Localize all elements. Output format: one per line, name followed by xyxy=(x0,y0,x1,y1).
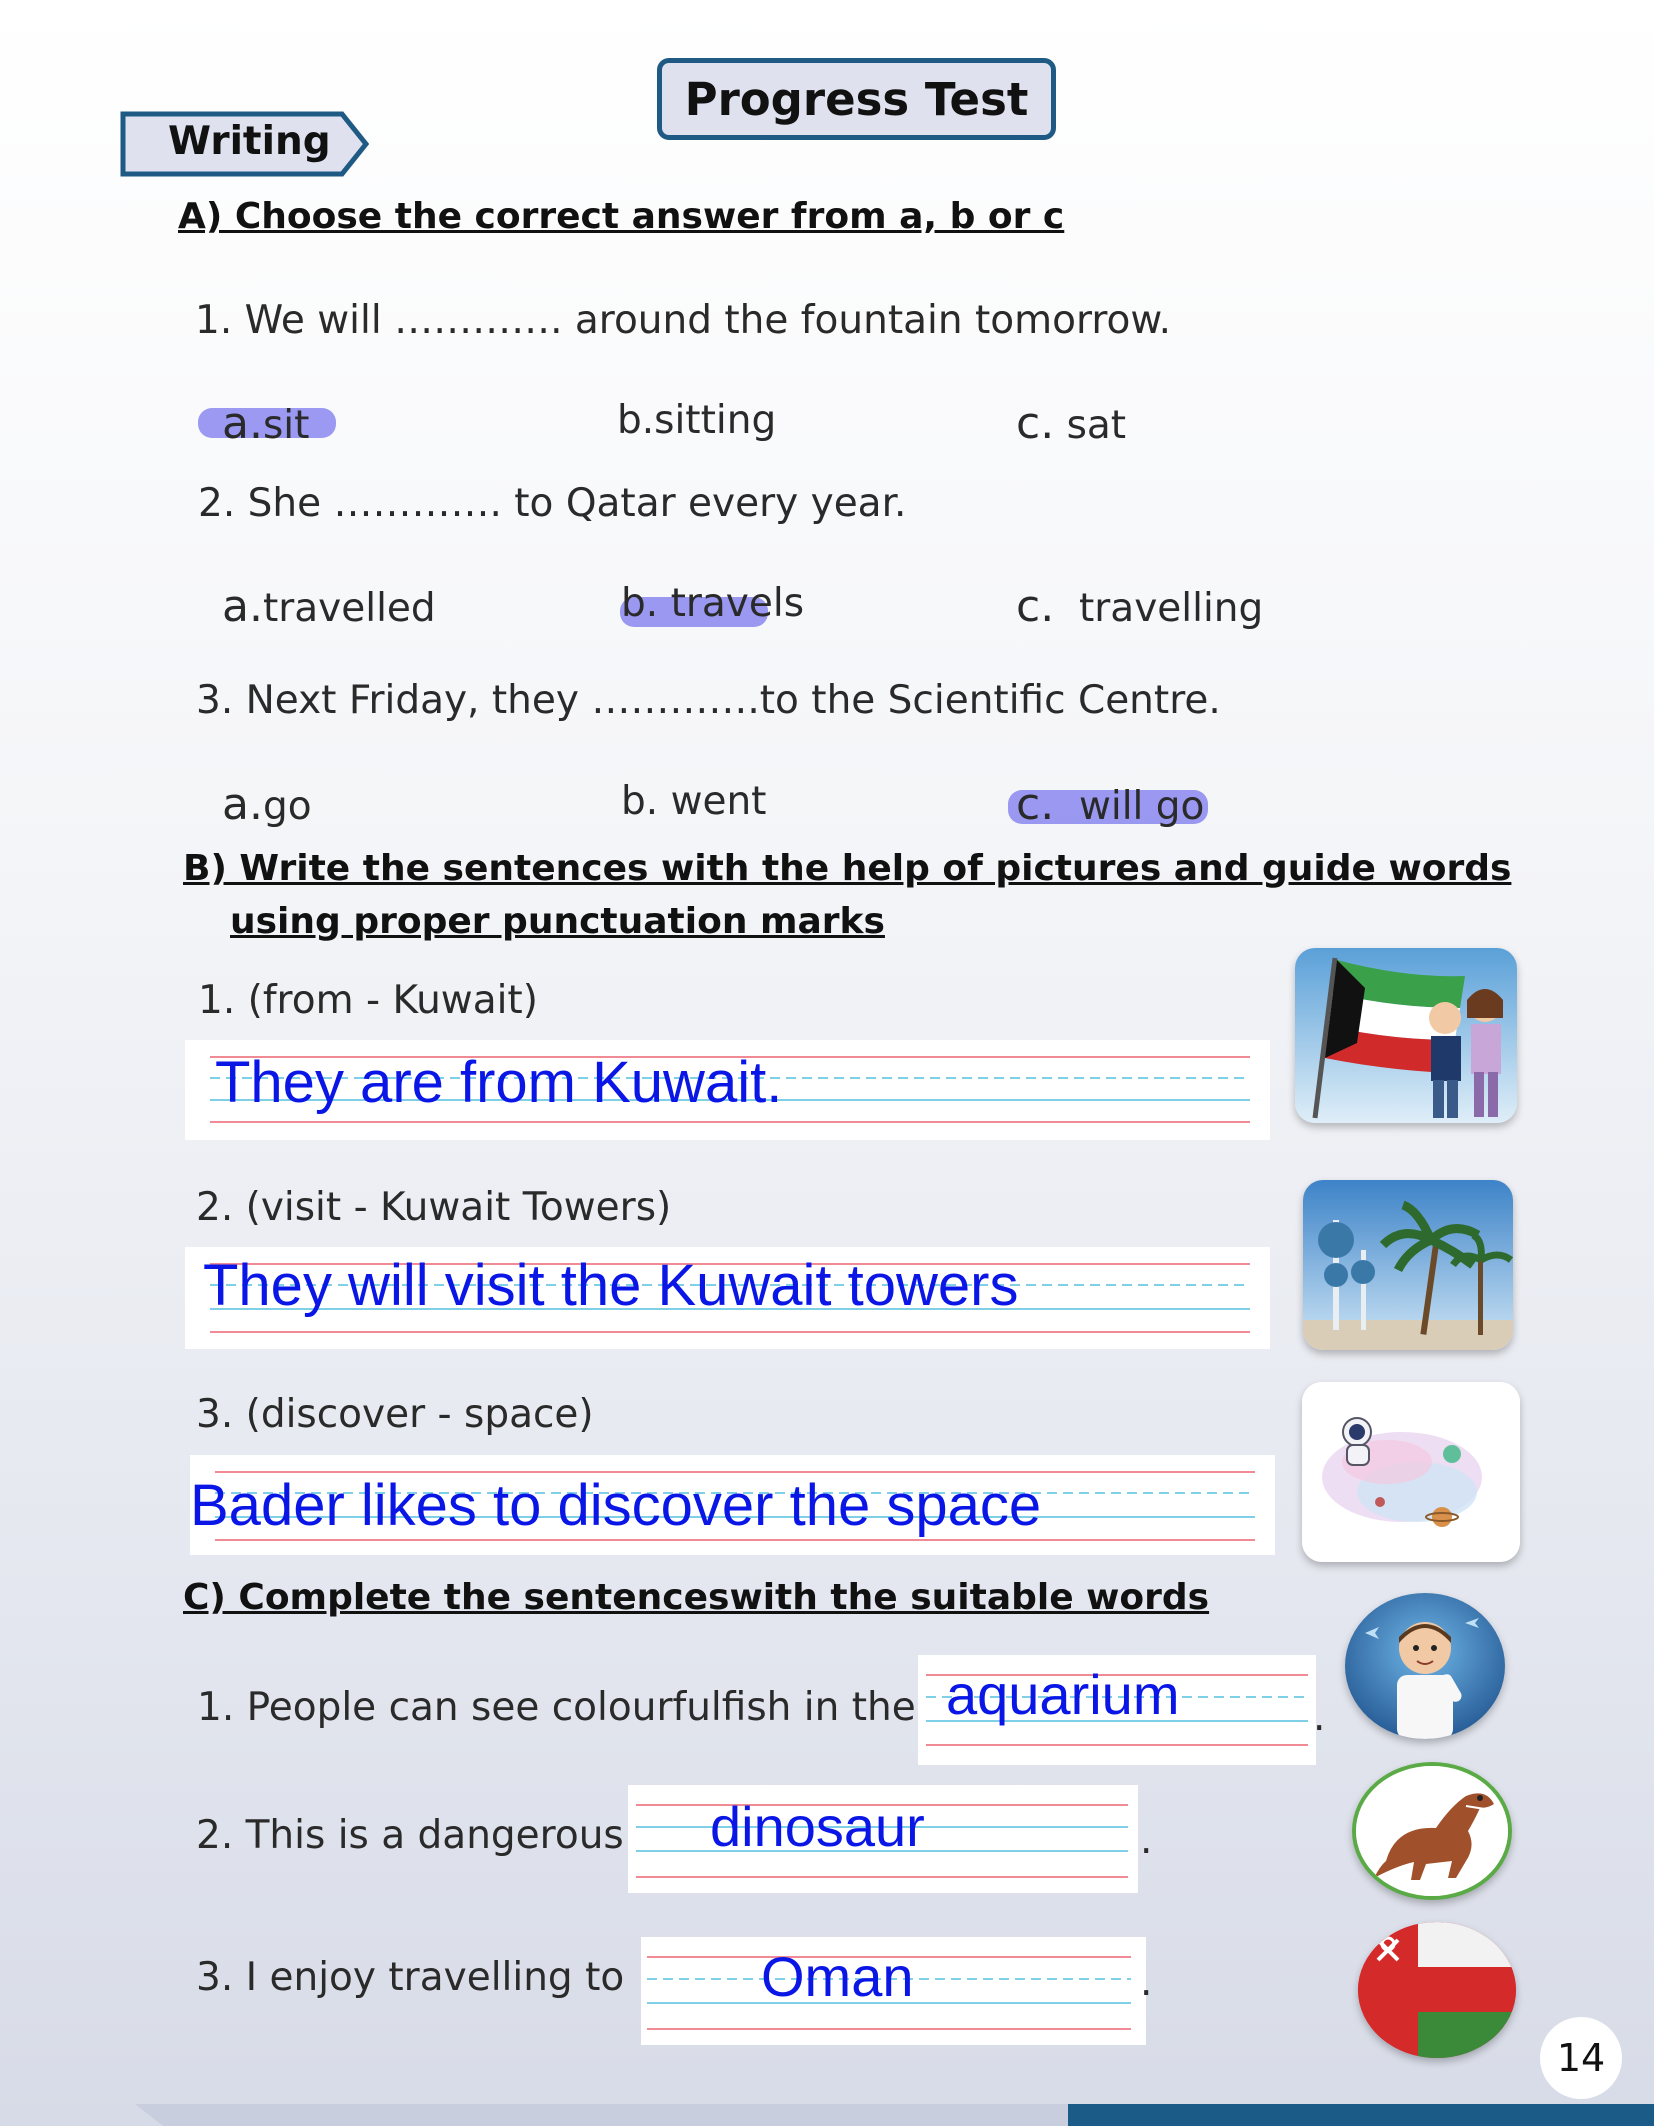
option-text: sit xyxy=(262,403,310,448)
option-letter: c. xyxy=(1016,581,1055,632)
prompt-b1: 1. (from - Kuwait) xyxy=(198,978,538,1023)
option-letter: a. xyxy=(222,398,263,449)
answer-lines[interactable] xyxy=(190,1455,1275,1555)
prompt-c1: 1. People can see colourfulfish in the xyxy=(197,1685,916,1730)
prompt-c3: 3. I enjoy travelling to xyxy=(196,1955,625,2000)
option-a3-a[interactable] xyxy=(222,779,312,830)
option-letter: b. xyxy=(621,779,659,824)
answer-lines[interactable] xyxy=(918,1655,1316,1765)
option-text: travelling xyxy=(1078,586,1264,631)
option-a3-b[interactable] xyxy=(621,779,766,824)
option-text: went xyxy=(670,779,767,824)
section-a-heading: A) Choose the correct answer from a, b or c xyxy=(178,196,1065,237)
option-letter: a. xyxy=(222,779,263,830)
option-letter: b. xyxy=(617,398,655,443)
section-b-heading: B) Write the sentences with the help of pictures and guide words xyxy=(183,848,1512,889)
option-letter: b. xyxy=(621,581,659,626)
option-a2-c[interactable] xyxy=(1016,581,1263,632)
option-text: travelled xyxy=(262,586,436,631)
sentence-end: . xyxy=(1140,1818,1153,1863)
section-c-heading: C) Complete the sentenceswith the suitable words xyxy=(183,1577,1210,1618)
oman-flag-picture xyxy=(1358,1922,1516,2058)
sentence-end: . xyxy=(1140,1960,1153,2005)
question-a1: 1. We will …………. around the fountain tomorrow. xyxy=(195,298,1172,343)
option-letter: a. xyxy=(222,581,263,632)
kuwait-towers-picture xyxy=(1303,1180,1513,1350)
option-text: go xyxy=(262,784,312,829)
answer-lines[interactable] xyxy=(628,1785,1138,1893)
answer-lines[interactable] xyxy=(641,1937,1146,2045)
dinosaur-picture xyxy=(1352,1762,1512,1900)
option-letter: c. xyxy=(1016,398,1055,449)
option-text: sat xyxy=(1066,403,1127,448)
answer-lines[interactable] xyxy=(185,1040,1270,1140)
handwritten-answer: aquarium xyxy=(946,1663,1180,1726)
aquarium-boy-picture xyxy=(1345,1593,1505,1739)
kuwait-flag-children-picture xyxy=(1295,948,1517,1123)
option-a2-a[interactable] xyxy=(222,581,436,632)
handwritten-answer: dinosaur xyxy=(710,1795,925,1858)
handwritten-answer: They are from Kuwait. xyxy=(215,1050,783,1115)
handwritten-answer: Bader likes to discover the space xyxy=(190,1473,1042,1538)
question-a2: 2. She …………. to Qatar every year. xyxy=(198,481,907,526)
option-text: will go xyxy=(1078,784,1205,829)
handwritten-answer: Oman xyxy=(761,1945,914,2008)
option-a1-b[interactable] xyxy=(617,398,776,443)
page-number: 14 xyxy=(1540,2017,1622,2099)
option-a1-a[interactable] xyxy=(222,398,309,449)
handwritten-answer: They will visit the Kuwait towers xyxy=(203,1253,1019,1318)
prompt-c2: 2. This is a dangerous xyxy=(196,1813,624,1858)
question-a3: 3. Next Friday, they ………….to the Scientific Centre. xyxy=(196,678,1221,723)
option-a2-b[interactable] xyxy=(621,581,804,626)
option-text: travels xyxy=(670,581,805,626)
option-letter: c. xyxy=(1016,779,1055,830)
option-a3-c[interactable] xyxy=(1016,779,1204,830)
page-title: Progress Test xyxy=(657,58,1056,140)
section-b-heading-2: using proper punctuation marks xyxy=(230,901,885,942)
option-text: sitting xyxy=(654,398,777,443)
answer-lines[interactable] xyxy=(185,1247,1270,1349)
option-a1-c[interactable] xyxy=(1016,398,1126,449)
section-tag-label: Writing xyxy=(168,119,331,164)
prompt-b3: 3. (discover - space) xyxy=(196,1392,594,1437)
sentence-end: . xyxy=(1313,1695,1326,1740)
section-tag xyxy=(120,111,370,177)
prompt-b2: 2. (visit - Kuwait Towers) xyxy=(196,1185,672,1230)
footer-bar xyxy=(135,2104,1070,2126)
footer-bar-accent xyxy=(1068,2104,1654,2126)
astronaut-space-picture xyxy=(1302,1382,1520,1562)
